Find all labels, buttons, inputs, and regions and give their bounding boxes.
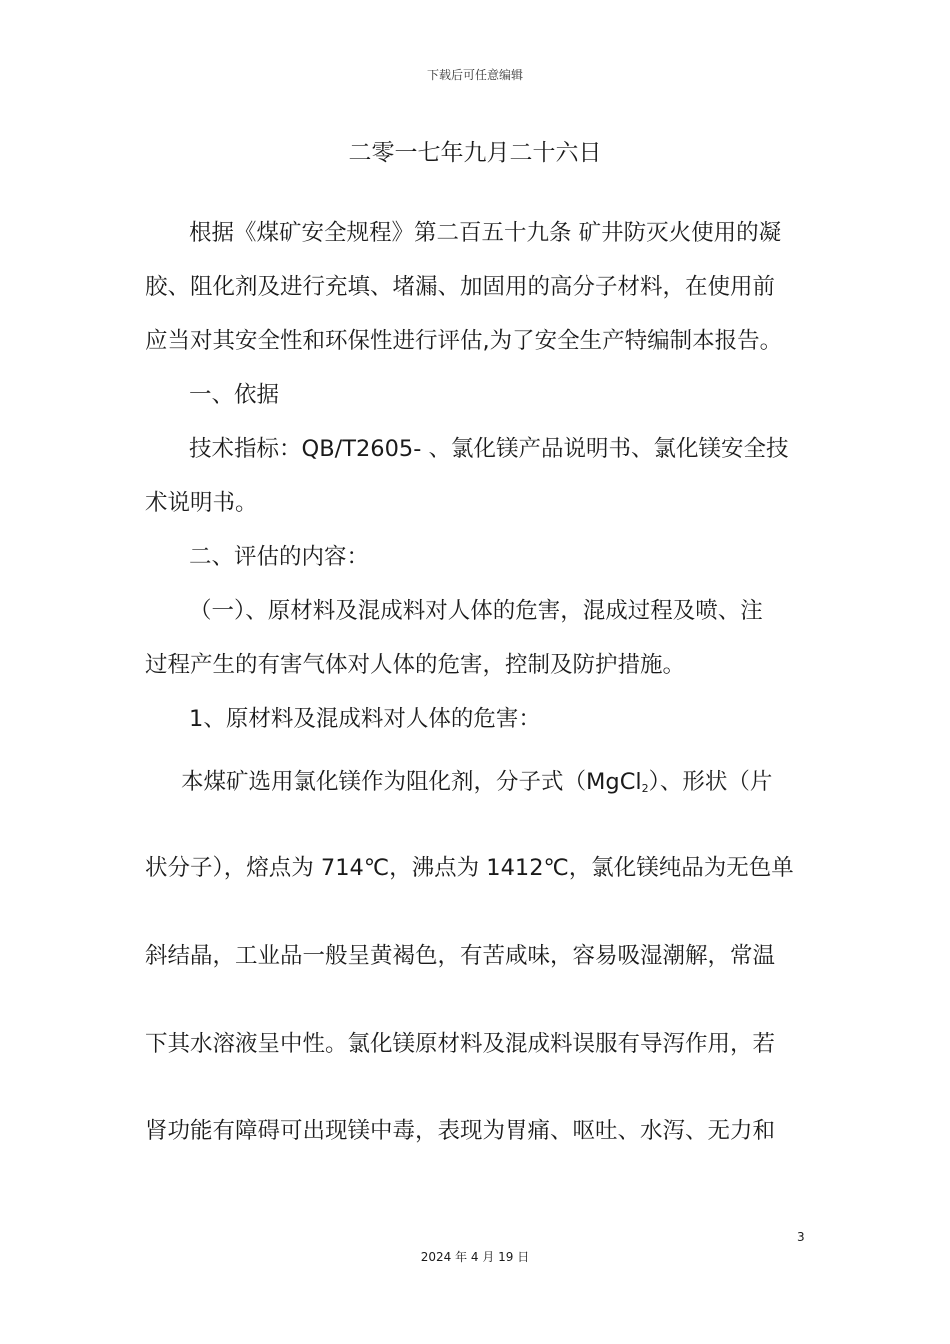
subsection-heading: 1、原材料及混成料对人体的危害：	[189, 706, 541, 732]
body-line: 过程产生的有害气体对人体的危害，控制及防护措施。	[145, 652, 686, 678]
section-heading: 一、依据	[189, 382, 280, 408]
page-number: 3	[797, 1230, 805, 1244]
body-line: 胶、阻化剂及进行充填、堵漏、加固用的高分子材料，在使用前	[145, 274, 776, 300]
paragraph-line: 斜结晶，工业品一般呈黄褐色，有苦咸味，容易吸湿潮解，常温	[145, 943, 776, 969]
paragraph-text: ）、形状（片	[648, 769, 773, 795]
paragraph-line	[181, 767, 772, 804]
paragraph-text: 本煤矿选用氯化镁作为阻化剂，分子式（MgCl	[181, 769, 642, 795]
footer-date: 2024 年 4 月 19 日	[420, 1250, 530, 1264]
paragraph-line: 肾功能有障碍可出现镁中毒，表现为胃痛、呕吐、水泻、无力和	[145, 1118, 776, 1144]
section-heading: 二、评估的内容：	[189, 544, 370, 570]
header-note: 下载后可任意编辑	[426, 68, 523, 82]
body-line: 根据《煤矿安全规程》第二百五十九条 矿井防灭火使用的凝	[189, 220, 782, 246]
body-line: 技术指标：QB/T2605- 、氯化镁产品说明书、氯化镁安全技	[189, 436, 789, 462]
subscript-2: 2	[641, 782, 649, 795]
body-line: （一）、原材料及混成料对人体的危害，混成过程及喷、注	[189, 598, 763, 624]
document-date-title: 二零一七年九月二十六日	[348, 140, 602, 166]
paragraph-line: 状分子），熔点为 714℃，沸点为 1412℃，氯化镁纯品为无色单	[145, 855, 794, 881]
paragraph-line: 下其水溶液呈中性。氯化镁原材料及混成料误服有导泻作用，若	[145, 1031, 776, 1057]
body-line: 术说明书。	[145, 490, 258, 516]
body-line: 应当对其安全性和环保性进行评估,为了安全生产特编制本报告。	[145, 328, 783, 354]
